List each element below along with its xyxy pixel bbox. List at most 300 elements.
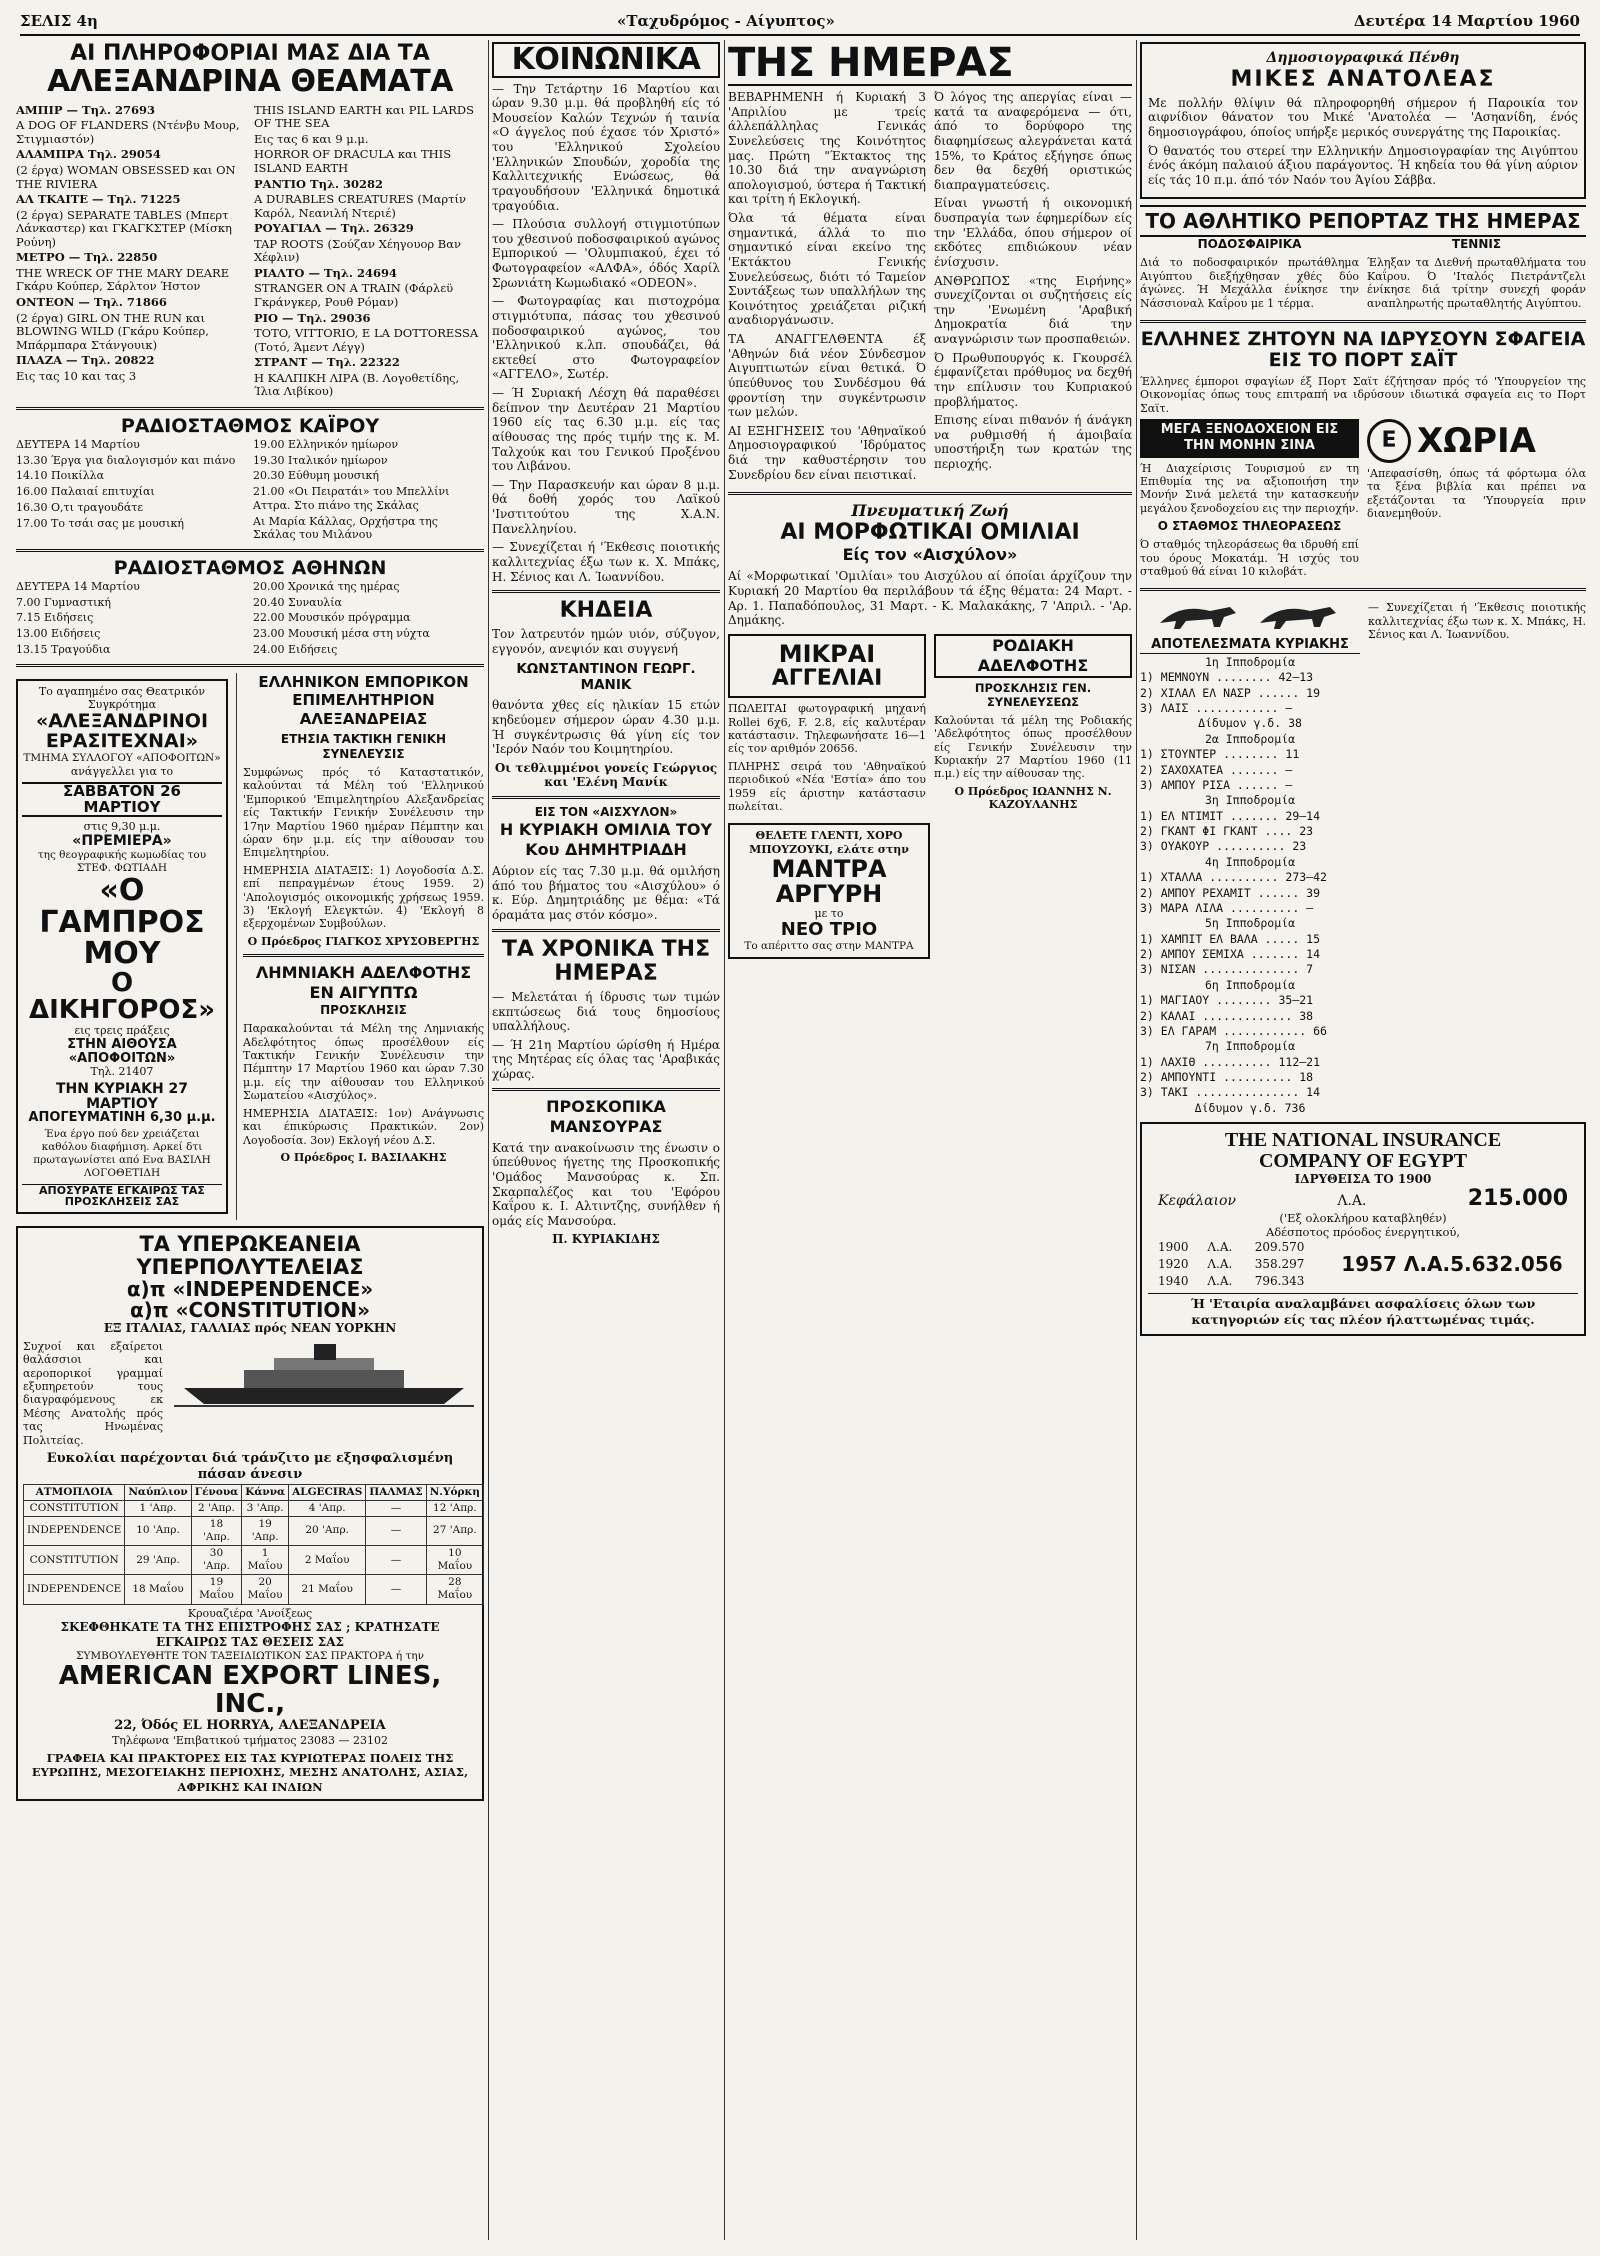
ocean-cruise: Κρουαζιέρα 'Ανοίξεως — [187, 1606, 313, 1620]
of-the-day-title: ΤΗΣ ΗΜΕΡΑΣ — [728, 42, 1132, 86]
obituary-label: Δημοσιογραφικά Πένθη — [1266, 50, 1460, 66]
cinema-entry: ΜΕΤΡΟ — Τηλ. 22850 — [16, 250, 158, 265]
table-cell: — — [366, 1546, 426, 1575]
insurance-1957: 1957 Λ.Α.5.632.056 — [1341, 1252, 1563, 1277]
theatre-note: Ένα έργο πού δεν χρειάζεται καθόλου διαφήμιση. Αρκεί δτι πρωταγωνίστει από Ενα ΒΑΣΙΛΗ ΛΟΓΟΘΕΤΙΔΗ — [33, 1128, 211, 1180]
race-result-line: 5η Ιπποδρομία — [1204, 916, 1295, 931]
funeral-body: Τον λατρευτόν ημών υιόν, σύζυγον, εγγονόν, ανεψιόν και συγγενή — [492, 627, 720, 656]
radio-athens-left — [16, 579, 247, 658]
table-row — [24, 1500, 484, 1516]
cinema-list-right — [254, 102, 484, 401]
club-agenda: ΗΜΕΡΗΣΙΑ ΔΙΑΤΑΞΙΣ: 1) Λογοδοσία Δ.Σ. επί πεπραγμένων έτους 1959. 2) 'Απολογισμός οικονομικής χρήσεως 1959. 3) 'Εκλογή Ελεγκτών. 4) 'Εκλογή 8 εξερχομένων Συμβούλων. — [243, 863, 484, 931]
table-cell: 28 Μαΐου — [426, 1575, 483, 1604]
ocean-offices: ΓΡΑΦΕΙΑ ΚΑΙ ΠΡΑΚΤΟΡΕΣ ΕΙΣ ΤΑΣ ΚΥΡΙΩΤΕΡΑΣ ΠΟΛΕΙΣ ΤΗΣ ΕΥΡΩΠΗΣ, ΜΕΣΟΓΕΙΑΚΗΣ ΠΕΡΙΟΧΗΣ, ΜΕΣΗΣ ΑΝΑΤΟΛΗΣ, ΑΣΙΑΣ, ΑΦΡΙΚΗΣ ΚΑΙ ΙΝΔΙΩΝ — [31, 1751, 469, 1794]
mandra-intro: ΘΕΛΕΤΕ ΓΛΕΝΤΙ, ΧΟΡΟ ΜΠΟΥΖΟΥΚΙ, ελάτε στην — [749, 829, 909, 857]
club-title: ΕΛΛΗΝΙΚΟΝ ΕΜΠΟΡΙΚΟΝ ΕΠΙΜΕΛΗΤΗΡΙΟΝ ΑΛΕΞΑΝΔΡΕΙΑΣ — [258, 672, 469, 729]
social-title: ΚΟΙΝΩΝΙΚΑ — [492, 42, 720, 78]
cinema-entry: Εις τας 6 και 9 μ.μ. — [254, 131, 369, 146]
race-result-line: 1η Ιπποδρομία — [1204, 654, 1295, 669]
greek-pupils-body: Παρακαλούνται τά Μέλη της Λημνιακής Αδελφότητος όπως προσέλθουν είς Τακτικήν Γενικήν Συνέλευσιν την Πέμπτην 17 Μαρτίου 1960 και ώραν 7.30 μ.μ. είς την αίθουσαν του Ελληνικού Σωματείου «Αισχύλος». — [243, 1022, 484, 1103]
column-divider — [1136, 40, 1137, 2240]
cinema-entry: ΡΙΟ — Τηλ. 29036 — [254, 310, 371, 325]
theatre-troupe-2: ΕΡΑΣΙΤΕΧΝΑΙ» — [45, 730, 199, 753]
brotherhood-title: ΡΟΔΙΑΚΗ ΑΔΕΛΦΟΤΗΣ — [934, 634, 1132, 678]
insurance-capital-row — [1148, 1187, 1578, 1211]
theatre-row — [16, 673, 484, 1220]
club-body: Συμφώνως πρός τό Καταστατικόν, καλούνται τά Μέλη τού 'Ελληνικού 'Εμπορικού 'Επιμελητηρίου Αλεξανδρείας είς Τακτικήν Γενικήν Συνέλευσιν την 17ην Μαρτίου 1960 ημέραν Πέμπτην και ώραν 6ην μ.μ. είς την αίθουσαν του Επιμελητηρίου. — [243, 765, 484, 860]
obituary-box — [1140, 42, 1586, 199]
slaughterhouse-title: ΕΛΛΗΝΕΣ ΖΗΤΟΥΝ ΝΑ ΙΔΡΥΣΟΥΝ ΣΦΑΓΕΙΑ ΕΙΣ ΤΟ ΠΟΡΤ ΣΑΪΤ — [1140, 328, 1586, 371]
section-rule — [1140, 320, 1586, 323]
greek-pupils-title: ΛΗΜΝΙΑΚΗ ΑΔΕΛΦΟΤΗΣ ΕΝ ΑΙΓΥΠΤΩ — [255, 963, 472, 1003]
radio-item: 13.00 Ειδήσεις — [16, 627, 101, 641]
insurance-progress: Αδέσποτος πρόοδος ένεργητικού, — [1265, 1225, 1461, 1240]
radio-item: 21.00 «Οι Πειρατάι» του Μπελλίνι Αττρα. Στο πιάνο της Σκάλας — [253, 485, 450, 512]
cinema-listings — [16, 102, 484, 401]
table-cell: 30 'Απρ. — [191, 1546, 242, 1575]
cinema-entry: ΠΛΑΖΑ — Τηλ. 20822 — [16, 353, 155, 368]
insurance-table — [1148, 1239, 1318, 1290]
social-item: — Πλούσια συλλογή στιγμιοτύπων του χθεσινού ποδοσφαιρικού αγώνος Εμπορικού — 'Ολυμπιακού, έχει τό Φωτογραφείον «ΑΛΦΑ», όδός Χαρίλ Σρωνιάτη Κωμωδιακό «ODEON». — [492, 217, 720, 290]
section-rule — [1140, 588, 1586, 591]
table-cell: 2 Μαΐου — [289, 1546, 366, 1575]
scouts-signature: Π. ΚΥΡΙΑΚΙΔΗΣ — [552, 1232, 660, 1247]
table-cell: 796.343 — [1254, 1274, 1305, 1289]
race-result-line: 2) ΓΚΑΝΤ ΦΙ ΓΚΑΝΤ .... 23 — [1140, 824, 1314, 839]
section-rule — [243, 954, 484, 957]
race-result-line: 3) ΜΑΡΑ ΛΙΛΑ .......... — — [1140, 900, 1314, 915]
table-cell: 4 'Απρ. — [289, 1500, 366, 1516]
cinema-entry: HORROR OF DRACULA και THIS ISLAND EARTH — [254, 147, 452, 175]
funeral-signature: Οι τεθλιμμένοι γονείς Γεώργιος και 'Ελένη Μανίκ — [494, 760, 718, 790]
sports-body — [1140, 237, 1586, 314]
paper-name: «Ταχυδρόμος - Αίγυπτος» — [616, 11, 835, 30]
ocean-company: AMERICAN EXPORT LINES, INC., — [58, 1661, 442, 1719]
table-cell: 10 'Απρ. — [125, 1516, 191, 1545]
chronicle-item: — Μελετάται ή ίδρυσις των τιμών εκπτώσεως διά τους δημοσίους υπαλλήλους. — [492, 989, 720, 1034]
table-cell: CONSTITUTION — [24, 1500, 125, 1516]
table-cell: — — [366, 1500, 426, 1516]
race-result-line: 3) ΤΑΚΙ ............... 14 — [1140, 1085, 1321, 1100]
brotherhood-body: Καλούνται τά μέλη της Ροδιακής 'Αδελφότητος όπως προσέλθουν είς Γενικήν Συνέλευσιν την Κυριακήν 27 Μαρτίου 1960 (11 π.μ.) είς την αίθουσαν της. — [934, 713, 1132, 781]
scouts-title: ΠΡΟΣΚΟΠΙΚΑ ΜΑΝΣΟΥΡΑΣ — [546, 1096, 666, 1136]
table-cell: 2 'Απρ. — [191, 1500, 242, 1516]
column2-overflow — [236, 673, 484, 1220]
table-cell: Λ.Α. — [1207, 1257, 1233, 1272]
table-cell: 18 'Απρ. — [191, 1516, 242, 1545]
radio-athens-schedule — [16, 579, 484, 658]
ship-illustration — [174, 1340, 474, 1410]
tennis-body: Έληξαν τα Διεθνή πρωταθλήματα του Καΐρου. Ό 'Ιταλός Πιετράντζελι ένίκησε διά τρίτην συνεχή φοράν αναπληρωτής πρωταθλητής Αιγύπτου. — [1367, 256, 1586, 310]
race-result-line: 7η Ιπποδρομία — [1204, 1039, 1295, 1054]
spiritual-life-body: Αί «Μορφωτικαί 'Ομιλίαι» του Αισχύλου αί όποίαι άρχίζουν την Κυριακή 20 Μαρτίου θα περιλάβουν τά έξης θέματα: 24 Μαρτ. - Αρ. 1. Παπαδόπουλος, 31 Μαρτ. - Κ. Μαλακάκης, 7 'Απριλ. - 'Αρ. Δημάκης. — [728, 569, 1132, 628]
table-cell: 209.570 — [1254, 1240, 1305, 1255]
race-result-line: 2) ΧΙΛΑΛ ΕΛ ΝΑΣΡ ...... 19 — [1140, 685, 1321, 700]
table-header-cell: Ναύπλιον — [125, 1484, 191, 1500]
cinema-entry: ΑΛ ΤΚΑΙΤΕ — Τηλ. 71225 — [16, 192, 181, 207]
classifieds-header — [728, 634, 926, 698]
cinema-entry: ΑΛΑΜΠΡΑ Τηλ. 29054 — [16, 147, 161, 162]
ocean-title: ΤΑ ΥΠΕΡΩΚΕΑΝΕΙΑ ΥΠΕΡΠΟΛΥΤΕΛΕΙΑΣ — [136, 1231, 364, 1279]
chronicle-title: ΤΑ ΧΡΟΝΙΚΑ ΤΗΣ ΗΜΕΡΑΣ — [501, 936, 711, 986]
classified-ad: ΠΩΛΕΙΤΑΙ φωτογραφική μηχανή Rollei 6χ6, F. 2.8, είς καλυτέραν κατάστασιν. Τηλεφωνήσατε 16—1 είς τον αριθμόν 20656. — [728, 702, 926, 756]
theatre-premiere: «ΠΡΕΜΙΕΡΑ» — [72, 833, 172, 850]
column-divider — [724, 40, 725, 2240]
theatre-date: ΣΑΒΒΑΤΟΝ 26 ΜΑΡΤΙΟΥ — [22, 782, 222, 818]
cinema-entry: (2 έργα) WOMAN OBSESSED και ON THE RIVIERA — [16, 162, 236, 191]
radio-athens-right — [253, 579, 484, 658]
table-cell: CONSTITUTION — [24, 1546, 125, 1575]
race-result-line: 3η Ιπποδρομία — [1204, 793, 1295, 808]
race-result-line: 1) ΜΕΜΝΟΥΝ ........ 42—13 — [1140, 670, 1314, 685]
ocean-body: Συχνοί και εξαίρετοι θαλάσσιοι και αεροπορικοί γραμμαί εξυπηρετούν τους διαγραφόμενους εκ Μέσης Ανατολής πρός τας Ηνωμένας Πολιτείας. — [23, 1339, 163, 1447]
tennis-heading: ΤΕΝΝΙΣ — [1451, 237, 1502, 252]
theatre-play-title-3: Ο ΔΙΚΗΓΟΡΟΣ» — [28, 967, 216, 1025]
radio-item: 14.10 Ποικίλλα — [16, 469, 105, 483]
theatre-acts: εις τρεις πράξεις — [74, 1024, 170, 1038]
classifieds-block — [728, 634, 926, 818]
column-right — [1140, 42, 1586, 2240]
table-cell: 1 Μαΐου — [242, 1546, 289, 1575]
column-divider — [488, 40, 489, 2240]
table-cell: 358.297 — [1254, 1257, 1305, 1272]
theatre-play-title-2: ΜΟΥ — [83, 936, 161, 972]
table-cell: 27 'Απρ. — [426, 1516, 483, 1545]
theatre-ad — [16, 679, 228, 1214]
table-cell: Λ.Α. — [1207, 1240, 1233, 1255]
of-the-day-paragraph: Επισης είναι πιθανόν ή άνάγκη να ρυθμισθή ή άμοιβαία υποστήριξη των κρατών της περιοχής. — [934, 413, 1132, 471]
table-row — [24, 1516, 484, 1545]
chronicle-item: — Ή 21η Μαρτίου ώρίσθη ή Ημέρα της Μητέρας είς όλας τας 'Αραβικάς χώρας. — [492, 1037, 720, 1082]
obituary-body-2: Ό θανατός του στερεί την Ελληνικήν Δημοσιογραφίαν της Αιγύπτου ένός άκόμη παλαιού άξιου παράγοντος. Ή κηδεία του θά γίνη αύριον είς τάς 10 π.μ. άπό τόν Ναόν του Άγίου Σάββα. — [1148, 143, 1578, 187]
cinema-entry: ΟΝΤΕΟΝ — Τηλ. 71866 — [16, 295, 167, 309]
ocean-liner-ad — [16, 1226, 484, 1802]
greek-pupils-agenda: ΗΜΕΡΗΣΙΑ ΔΙΑΤΑΞΙΣ: 1ον) Ανάγνωσις και έπικύρωσις Πρακτικών. 2ον) Λογοδοσία. 3ον) Εκλογή νέου Δ.Σ. — [243, 1106, 484, 1147]
cinema-entry: ΡΙΑΛΤΟ — Τηλ. 24694 — [254, 265, 397, 280]
radio-item: 16.30 Ο,τι τραγουδάτε — [16, 500, 144, 514]
cinema-entry: THE WRECK OF THE MARY DEARE Γκάρυ Κούπερ, Σάρλτον Ήστον — [16, 265, 230, 294]
insurance-capital-currency: Λ.Α. — [1337, 1193, 1367, 1210]
social-item: — Συνεχίζεται ή 'Έκθεσις ποιοτικής καλλιτεχνίας έξω των κ. Χ. Μπάκς, Η. Σένιος και Λ. Ίωαννίδου. — [492, 540, 720, 584]
ocean-route: ΕΞ ΙΤΑΛΙΑΣ, ΓΑΛΛΙΑΣ πρός ΝΕΑΝ ΥΟΡΚΗΝ — [103, 1320, 397, 1335]
hotel-row — [1140, 419, 1586, 582]
of-the-day-paragraph: ΑΝΘΡΩΠΟΣ «της Ειρήνης» συνεχίζονται οι συζητήσεις είς την 'Ενωμένη 'Αραβική Δημοκρατία διά την αναγνώρισιν των προσπαθειών. — [934, 273, 1132, 346]
entertainment-kicker: ΑΙ ΠΛΗΡΟΦΟΡΙΑΙ ΜΑΣ ΔΙΑ ΤΑ — [70, 42, 430, 66]
table-cell: 1940 — [1157, 1274, 1189, 1289]
aischylos-label: ΕΙΣ ΤΟΝ «ΑΙΣΧΥΛΟΝ» — [534, 805, 678, 820]
chora-emblem-icon: Ε — [1367, 419, 1411, 463]
table-header-cell: ALGECIRAS — [289, 1484, 366, 1500]
radio-item: 16.00 Παλαιαί επιτυχίαι — [16, 485, 155, 499]
hotel-block — [1140, 419, 1359, 582]
slaughterhouse-body: Έλληνες έμποροι σφαγίων έξ Πορτ Σαϊτ έζήτησαν πρός τό 'Υπουργείον της Οικονομίας όπως τους επιτραπή να ιδρύσουν ιδιωτικά σφαγεία εις το Πορτ Σαϊτ. — [1140, 374, 1586, 415]
classified-ad: ΠΛΗΡΗΣ σειρά του 'Αθηναϊκού περιοδικού «Νέα 'Εστία» άπο του 1959 είς άριστην κατάστασιν πωλείται. — [728, 759, 926, 814]
table-cell: — — [366, 1516, 426, 1545]
of-the-day-paragraph: ΑΙ ΕΞΗΓΗΣΕΙΣ του 'Αθηναϊκού Δημοσιογραφικού 'Ιδρύματος διά την καθυστέρησιν του Συνεδρίου δεν είναι πειστικαί. — [728, 423, 926, 482]
tv-station-heading: Ο ΣΤΑΘΜΟΣ ΤΗΛΕΟΡΑΣΕΩΣ — [1157, 519, 1342, 534]
insurance-capital-value: 215.000 — [1467, 1186, 1568, 1212]
ocean-phone: Τηλέφωνα 'Επιβατικού τμήματος 23083 — 23102 — [111, 1734, 389, 1748]
cinema-entry: ΑΜΠΙΡ — Τηλ. 27693 — [16, 102, 156, 117]
theatre-matinee: ΑΠΟΓΕΥΜΑΤΙΝΗ 6,30 μ.μ. — [28, 1110, 216, 1126]
radio-cairo-left — [16, 437, 247, 543]
ocean-ship-2: α)π «CONSTITUTION» — [129, 1297, 371, 1322]
ocean-address: 22, Όδός EL HORRYA, ΑΛΕΞΑΝΔΡΕΙΑ — [114, 1718, 386, 1734]
table-header-cell: ΑΤΜΟΠΛΟΙΑ — [24, 1484, 125, 1500]
column-social — [492, 42, 720, 2240]
section-rule — [16, 407, 484, 410]
race-results — [1140, 597, 1360, 1116]
radio-item: 17.00 Το τσάι σας με μουσική — [16, 516, 184, 530]
race-result-line: 1) ΧΑΜΠΙΤ ΕΛ ΒΑΛΑ ..... 15 — [1140, 931, 1321, 946]
section-rule — [728, 492, 1132, 495]
social-item: — Φωτογραφίας και πιστοχρόμα στιγμιότυπα, πάσας του χθεσινού ποδοσφαιρικού αγώνος, του 'Ελληνικού κ.λπ. σπουδάζει, θά εκτεθεί στο Φωτογραφείον «ΑΓΓΕΛΟ», Σωτέρ. — [492, 294, 720, 382]
insurance-founded: ΙΔΡΥΘΕΙΣΑ ΤΟ 1900 — [1294, 1172, 1432, 1187]
section-rule — [492, 796, 720, 799]
funeral-name: ΚΩΝΣΤΑΝΤΙΝΟΝ ΓΕΩΡΓ. ΜΑΝΙΚ — [516, 660, 696, 694]
table-cell: 19 'Απρ. — [242, 1516, 289, 1545]
obituary-body: Με πολλήν θλίψιν θά πληροφορηθή σήμερον ή Παροικία τον αιφνίδιον θάνατον του Μικέ 'Ανατολέα — 'Ασηανίδη, ένός δημοσιογράφου, όποίος υπήρξε μερικός συνεργάτης της Παροικίας. — [1148, 95, 1578, 139]
column-of-the-day — [728, 42, 1132, 2240]
sports-title: ΤΟ ΑΘΛΗΤΙΚΟ ΡΕΠΟΡΤΑΖ ΤΗΣ ΗΜΕΡΑΣ — [1140, 205, 1586, 237]
radio-cairo-right — [253, 437, 484, 543]
of-the-day-paragraph: Ό λόγος της απεργίας είναι — κατά τα αναφερόμενα — ότι, άπό το δορύφορο της διαφημίσεως αλεγράνεται κατά 15%, το Κράτος εξήγησε όπως δεν θα δεχθή οριστικώς διαπραγματεύσεις. — [934, 90, 1132, 192]
theatre-play-title-1: «Ο ΓΑΜΠΡΟΣ — [39, 873, 205, 940]
masthead — [20, 8, 1580, 36]
radio-item: ΔΕΥΤΕΡΑ 14 Μαρτίου — [16, 579, 140, 593]
section-rule — [492, 929, 720, 932]
brotherhood-signature: Ο Πρόεδρος ΙΩΑΝΝΗΣ Ν. ΚΑΖΟΥΛΑΝΗΣ — [954, 784, 1112, 812]
mandra-ad — [728, 823, 930, 959]
of-the-day-paragraph: ΤΑ ΑΝΑΓΓΕΛΘΕΝΤΑ έξ 'Αθηνών διά νέον Σύνδεσμον Αιγυπτιωτών είναι θετικά. Ό ύπεύθυνος του Συνδέσμου θά φροντίση την συγκέντρωσιν των μελών. — [728, 332, 926, 420]
table-cell: 21 Μαΐου — [289, 1575, 366, 1604]
mandra-trio: ΝΕΟ ΤΡΙΟ — [780, 919, 878, 941]
insurance-title-1: THE NATIONAL INSURANCE — [1224, 1129, 1502, 1152]
club-signature: Ο Πρόεδρος ΓΙΑΓΚΟΣ ΧΡΥΣΟΒΕΡΓΗΣ — [247, 934, 480, 948]
table-header-cell: Ν.Υόρκη — [426, 1484, 483, 1500]
table-cell: 18 Μαΐου — [125, 1575, 191, 1604]
cinema-entry: ΡΑΝΤΙΟ Τηλ. 30282 — [254, 176, 384, 191]
section-rule — [492, 1088, 720, 1091]
of-the-day-paragraph: ΒΕΒΑΡΗΜΕΝΗ ή Κυριακή 3 'Απριλίου με τρείς άλλεπάλληλας Γενικάς Συνελεύσεις της Κοινότητος μας. Πρώτη "Έκτακτος της 10.30 διά την αναγνώριση απολογισμού, ύστερα ή Τακτική και τρίτη ή Εκλογική. — [728, 90, 926, 207]
funeral-title: ΚΗΔΕΙΑ — [559, 598, 653, 624]
table-cell: — — [366, 1575, 426, 1604]
table-cell: 1920 — [1157, 1257, 1189, 1272]
table-row — [24, 1575, 484, 1604]
chora-block — [1367, 419, 1586, 582]
table-cell: 19 Μαΐου — [191, 1575, 242, 1604]
radio-item: 22.00 Μουσικόν πρόγραμμα — [253, 611, 411, 625]
cinema-entry: Εις τας 10 και τας 3 — [16, 368, 137, 383]
aischylos-body: Αύριον είς τας 7.30 μ.μ. θά ομιλήση άπό του βήματος του «Αισχύλου» ό κ. Εύρ. Δημητριάδης με θέμα: «Τά όραμάτα μας στόν κόσμο». — [492, 864, 720, 922]
table-cell: 1900 — [1157, 1240, 1189, 1255]
sports-tennis — [1367, 237, 1586, 314]
classifieds-title-1: ΜΙΚΡΑΙ — [778, 639, 876, 668]
table-row — [1148, 1273, 1318, 1290]
insurance-capital-label: Κεφάλαιον — [1158, 1193, 1236, 1210]
table-cell: 1 'Απρ. — [125, 1500, 191, 1516]
classifieds-title-2: ΑΓΓΕΛΙΑΙ — [771, 666, 883, 692]
table-cell: 12 'Απρ. — [426, 1500, 483, 1516]
brotherhood-block — [934, 634, 1132, 818]
cinema-entry: A DURABLES CREATURES (Μαρτίν Καρόλ, Νεανιλή Ντεριέ) — [254, 192, 466, 220]
horse-race-icon — [1140, 597, 1360, 631]
theatre-troupe-1: «ΑΛΕΞΑΝΔΡΙΝΟΙ — [35, 710, 209, 733]
table-row — [1148, 1239, 1318, 1256]
spiritual-life-subhead: Είς τον «Αισχύλον» — [842, 545, 1018, 565]
race-result-line: 1) ΛΑΧΙΘ .......... 112—21 — [1140, 1054, 1321, 1069]
radio-athens-title: ΡΑΔΙΟΣΤΑΘΜΟΣ ΑΘΗΝΩΝ — [113, 557, 387, 580]
cinema-entry: THIS ISLAND EARTH και PIL LARDS OF THE SEA — [254, 102, 474, 131]
radio-item: 7.15 Ειδήσεις — [16, 611, 94, 625]
football-body: Διά το ποδοσφαιρικόν πρωτάθλημα Αιγύπτου διεξήχθησαν χθές δύο άγώνες. Ή Μεχάλλα ένίκησε την Νάσσιοναλ Καΐρου με 1 τέρμα. — [1140, 256, 1359, 310]
hotel-title: ΜΕΓΑ ΞΕΝΟΔΟΧΕΙΟΝ ΕΙΣ ΤΗΝ ΜΟΝΗΝ ΣΙΝΑ — [1140, 419, 1359, 458]
race-result-line: 1) ΜΑΓΙΑΟΥ ........ 35—21 — [1140, 993, 1314, 1008]
chora-name: ΧΩΡΙΑ — [1417, 420, 1536, 461]
theatre-footer: ΑΠΟΣΥΡΑΤΕ ΕΓΚΑΙΡΩΣ ΤΑΣ ΠΡΟΣΚΛΗΣΕΙΣ ΣΑΣ — [22, 1184, 222, 1208]
mandra-footer: Το απέριττο σας στην ΜΑΝΤΡΑ — [744, 939, 914, 952]
obituary-name: ΜΙΚΕΣ ΑΝΑΤΟΛΕΑΣ — [1230, 66, 1496, 92]
theatre-club: ΤΜΗΜΑ ΣΥΛΛΟΓΟΥ «ΑΠΟΦΟΙΤΩΝ» — [23, 752, 221, 765]
race-result-line: 3) ΕΛ ΓΑΡΑΜ ............ 66 — [1140, 1023, 1327, 1038]
ocean-ship-1: α)π «INDEPENDENCE» — [126, 1276, 374, 1301]
race-result-line: Δίδυμον γ.δ. 38 — [1198, 716, 1302, 731]
spiritual-life-headline: ΑΙ ΜΟΡΦΩΤΙΚΑΙ ΟΜΙΛΙΑΙ — [780, 520, 1080, 546]
of-the-day-paragraph: Ό Πρωθυπουργός κ. Γκουρσέλ έμφανίζεται πρόθυμος να δεχθή την επίλυσιν του Κυπριακού προβλήματος. — [934, 350, 1132, 409]
cinema-entry: TOTO, VITTORIO, E LA DOTTORESSA (Τοτό, Άμεντ Λέγγ) — [254, 326, 479, 354]
race-result-line: 2) ΚΑΛΑΙ ............. 38 — [1140, 1008, 1314, 1023]
ocean-consult: ΣΥΜΒΟΥΛΕΥΘΗΤΕ ΤΟΝ ΤΑΞΕΙΔΙΩΤΙΚΟΝ ΣΑΣ ΠΡΑΚΤΟΡΑ ή την — [76, 1650, 424, 1663]
social-item: — Την Τετάρτην 16 Μαρτίου και ώραν 9.30 μ.μ. θά προβληθή είς τό Μουσείον Καλών Τεχνών ή ταινία «Ο άγγελος πού έχασε τόν Χριστό» του 'Ελληνικού Σχολείου 'Ελληνικών Σπουδών, χοροδία της Καλλιτεχνικής Ενώσεως, θά τραγουδήσουν 'Ελληνικά δημοτικά τραγούδια. — [492, 81, 720, 213]
theatre-time: στις 9,30 μ.μ. — [83, 820, 161, 834]
hotel-body: Ή Διαχείρισις Τουρισμού εν τη Επιθυμία της να αξιοποιήση την Μονήν Σινά μελετά την κατασκευήν μεγάλου ξενοδοχείου εις την περιοχήν. — [1140, 461, 1359, 515]
race-result-line: 3) ΛΑΙΣ ............ — — [1140, 701, 1293, 716]
insurance-ad — [1140, 1122, 1586, 1336]
insurance-title-2: COMPANY OF EGYPT — [1258, 1150, 1468, 1173]
race-result-line: 2) ΑΜΠΟΥΝΤΙ .......... 18 — [1140, 1070, 1314, 1085]
radio-item: 20.30 Εύθυμη μουσική — [253, 469, 379, 483]
table-cell: INDEPENDENCE — [24, 1575, 125, 1604]
cinema-list-left — [16, 102, 246, 401]
theatre-play-desc: της θεογραφικής κωμωδίας του ΣΤΕΦ. ΦΩΤΙΑΔΗ — [37, 848, 207, 875]
table-cell: 20 'Απρ. — [289, 1516, 366, 1545]
radio-item: 7.00 Γυμναστική — [16, 595, 111, 609]
race-result-line: 1) ΧΤΑΛΛΑ .......... 273—42 — [1140, 870, 1327, 885]
column-entertainment — [16, 42, 484, 2240]
cinema-entry: TAP ROOTS (Σούζαν Χέηγουορ Βαν Χέφλιν) — [254, 236, 462, 265]
cinema-entry: STRANGER ON A TRAIN (Φάρλεϋ Γκράνγκερ, Ρουθ Ρόμαν) — [254, 281, 454, 309]
section-rule — [16, 664, 484, 667]
insurance-footer: Ή 'Εταιρία αναλαμβάνει ασφαλίσεις όλων των κατηγοριών είς τας πλέον ήλαττωμένας τιμάς. — [1148, 1293, 1578, 1327]
theatre-venue: ΣΤΗΝ ΑΙΘΟΥΣΑ «ΑΠΟΦΟΙΤΩΝ» — [67, 1037, 177, 1066]
ocean-return: ΣΚΕΦΘΗΚΑΤΕ ΤΑ ΤΗΣ ΕΠΙΣΤΡΟΦΗΣ ΣΑΣ ; ΚΡΑΤΗΣΑΤΕ ΕΓΚΑΙΡΩΣ ΤΑΣ ΘΕΣΕΙΣ ΣΑΣ — [60, 1620, 440, 1650]
table-header-cell: Γένουα — [191, 1484, 242, 1500]
radio-item: 19.30 Ιταλικόν ημίωρον — [253, 453, 388, 467]
football-heading: ΠΟΔΟΣΦΑΙΡΙΚΑ — [1197, 237, 1302, 252]
sailing-schedule-table — [23, 1484, 484, 1605]
radio-item: 20.40 Συναυλία — [253, 595, 342, 609]
cinema-entry: ΣΤΡΑΝΤ — Τηλ. 22322 — [254, 355, 400, 370]
race-result-line: 1) ΕΛ ΝΤΙΜΙΤ ....... 29—14 — [1140, 808, 1321, 823]
of-the-day-paragraph: Είναι γνωστή ή οικονομική δυσπραγία των έφημερίδων είς την 'Ελλάδα, όπου σήμερον οί εκδότες επιδιώκουν νέαν ένίσχυσιν. — [934, 196, 1132, 269]
page-number: ΣΕΛΙΣ 4η — [20, 11, 98, 30]
chora-body: 'Απεφασίσθη, όπως τά φόρτωμα όλα τα ξένα βιβλία και πρέπει να εξετάζονται τα 'Υπουργεία πριν διανεμηθούν. — [1367, 467, 1586, 521]
radio-cairo-title: ΡΑΔΙΟΣΤΑΘΜΟΣ ΚΑΪΡΟΥ — [120, 414, 380, 437]
spiritual-life-label: Πνευματική Ζωή — [851, 501, 1009, 521]
race-result-line: 2) ΣΑΧΟΧΑΤΕΑ ....... — — [1140, 762, 1293, 777]
race-result-line: 2α Ιπποδρομία — [1204, 731, 1295, 746]
radio-item: 19.00 Ελληνικόν ημίωρον — [253, 437, 399, 451]
theatre-tel: Τηλ. 21407 — [90, 1065, 154, 1079]
social-item: — Ή Συριακή Λέσχη θά παραθέσει δείπνον την Δευτέραν 21 Μαρτίου 1960 είς τας 6.30 μ.μ. είς τας αίθουσας της πρός τιμήν της κ. Μ. Ταλχούκ και του Γενικού Προξένου του Λιβάνου. — [492, 386, 720, 474]
ocean-body-row — [23, 1336, 477, 1451]
race-result-line: 4η Ιπποδρομία — [1204, 854, 1295, 869]
tv-station-body: Ό σταθμός τηλεοράσεως θα ιδρυθή επί του όρους Μοκατάμ. Ή ισχύς του σταθμού θά είναι 10 κιλοβάτ. — [1140, 538, 1359, 578]
radio-item: ΔΕΥΤΕΡΑ 14 Μαρτίου — [16, 437, 140, 451]
theatre-announce: ανάγγελλει για το — [70, 765, 174, 779]
race-result-line: 1) ΣΤΟΥΝΤΕΡ ........ 11 — [1140, 747, 1300, 762]
radio-item: 13.15 Τραγούδια — [16, 642, 111, 656]
table-cell: INDEPENDENCE — [24, 1516, 125, 1545]
club-subtitle: ΕΤΗΣΙΑ ΤΑΚΤΙΚΗ ΓΕΝΙΚΗ ΣΥΝΕΛΕΥΣΙΣ — [280, 731, 447, 761]
table-row — [1148, 1256, 1318, 1273]
table-cell: 10 Μαΐου — [426, 1546, 483, 1575]
greek-pupils-subtitle: ΠΡΟΣΚΛΗΣΙΣ — [320, 1003, 407, 1018]
radio-item: 20.00 Χρονικά της ημέρας — [253, 579, 400, 593]
table-cell: Λ.Α. — [1207, 1274, 1233, 1289]
cinema-entry: (2 έργα) SEPARATE TABLES (Μπερτ Λάνκαστερ) και ΓΚΑΓΚΣΤΕΡ (Μίσκη Ρούνη) — [16, 207, 232, 249]
race-result-line: Δίδυμον γ.δ. 736 — [1194, 1100, 1306, 1115]
table-cell: 20 Μαΐου — [242, 1575, 289, 1604]
aischylos-headline: Η ΚΥΡΙΑΚΗ ΟΜΙΛΙΑ ΤΟΥ Κου ΔΗΜΗΤΡΙΑΔΗ — [499, 820, 713, 860]
social-item: — Την Παρασκευήν και ώραν 8 μ.μ. θά δοθή χορός του Λαϊκού 'Ινστιτούτου της Χ.Α.Ν. Πανελληνίου. — [492, 477, 720, 536]
cinema-entry: A DOG OF FLANDERS (Ντένβυ Μουρ, Στιγμιαστόν) — [16, 118, 240, 146]
classifieds-row — [728, 634, 1132, 818]
race-title: ΑΠΟΤΕΛΕΣΜΑΤΑ ΚΥΡΙΑΚΗΣ — [1140, 637, 1360, 654]
cinema-entry: Η ΚΑΛΠΙΚΗ ΛΙΡΑ (Β. Λογοθετίδης, Ίλια Λιβίκου) — [254, 370, 460, 399]
of-the-day-paragraph: Όλα τά θέματα είναι σημαντικά, άλλά το πιο σημαντικό είναι εκείνο της 'Εκτάκτου Γενικής Συνελεύσεως, διότι τό Ταμείον Συντάξεως των υπαλλήλων της Κοινότητος χρειάζεται ριζική αναδιοργάνωσιν. — [728, 211, 926, 328]
table-cell: 29 'Απρ. — [125, 1546, 191, 1575]
mandra-with: με το — [814, 907, 844, 921]
extra-brief — [1368, 597, 1586, 1116]
table-header-cell: Κάννα — [242, 1484, 289, 1500]
mandra-name: ΜΑΝΤΡΑ ΑΡΓΥΡΗ — [771, 854, 887, 909]
race-result-line: 3) ΑΜΠΟΥ ΡΙΣΑ ...... — — [1140, 777, 1293, 792]
radio-cairo-schedule — [16, 437, 484, 543]
radio-item: 23.00 Μουσική μέσα στη νύχτα — [253, 627, 430, 641]
results-brief: — Συνεχίζεται ή 'Έκθεσις ποιοτικής καλλιτεχνίας έξω των κ. Χ. Μπάκς, Η. Σένιος και Λ. Ίωαννίδου. — [1368, 601, 1586, 642]
race-result-line: 2) ΑΜΠΟΥ ΣΕΜΙΧΑ ....... 14 — [1140, 947, 1321, 962]
issue-date: Δευτέρα 14 Μαρτίου 1960 — [1353, 11, 1580, 30]
insurance-paid: ('Εξ ολοκλήρου καταβληθέν) — [1279, 1210, 1447, 1225]
insurance-figures — [1148, 1239, 1578, 1290]
chora-logo — [1367, 419, 1586, 463]
of-the-day-body — [728, 86, 1132, 486]
race-result-line: 3) ΟΥΑΚΟΥΡ .......... 23 — [1140, 839, 1307, 854]
table-header-row — [24, 1484, 484, 1500]
radio-item: 13.30 Έργα για διαλογισμόν και πιάνο — [16, 453, 236, 467]
funeral-body-2: θανόντα χθες είς ηλικίαν 15 ετών κηδεύομεν σήμερον ώραν 4.30 μ.μ. Ή συγκέντρωσις θά γίνη είς τον 'Ιερόν Ναόν του Κοιμητηρίου. — [492, 698, 720, 757]
race-lines — [1140, 655, 1360, 1115]
greek-pupils-signature: Ο Πρόεδρος Ι. ΒΑΣΙΛΑΚΗΣ — [280, 1150, 447, 1164]
race-result-line: 2) ΑΜΠΟΥ ΡΕΧΑΜΙΤ ...... 39 — [1140, 885, 1321, 900]
section-rule — [492, 590, 720, 593]
entertainment-title: ΑΛΕΞΑΝΔΡΙΝΑ ΘΕΑΜΑΤΑ — [47, 64, 453, 100]
of-the-day-left — [728, 86, 926, 486]
table-header-cell: ΠΑΛΜΑΣ — [366, 1484, 426, 1500]
radio-item: Αι Μαρία Κάλλας, Ορχήστρα της Σκάλας του Μιλάνου — [253, 514, 438, 542]
cinema-entry: (2 έργα) GIRL ON THE RUN και BLOWING WILD (Γκάρυ Κούπερ, Μπάρμπαρα Στάνγουικ) — [16, 310, 209, 352]
